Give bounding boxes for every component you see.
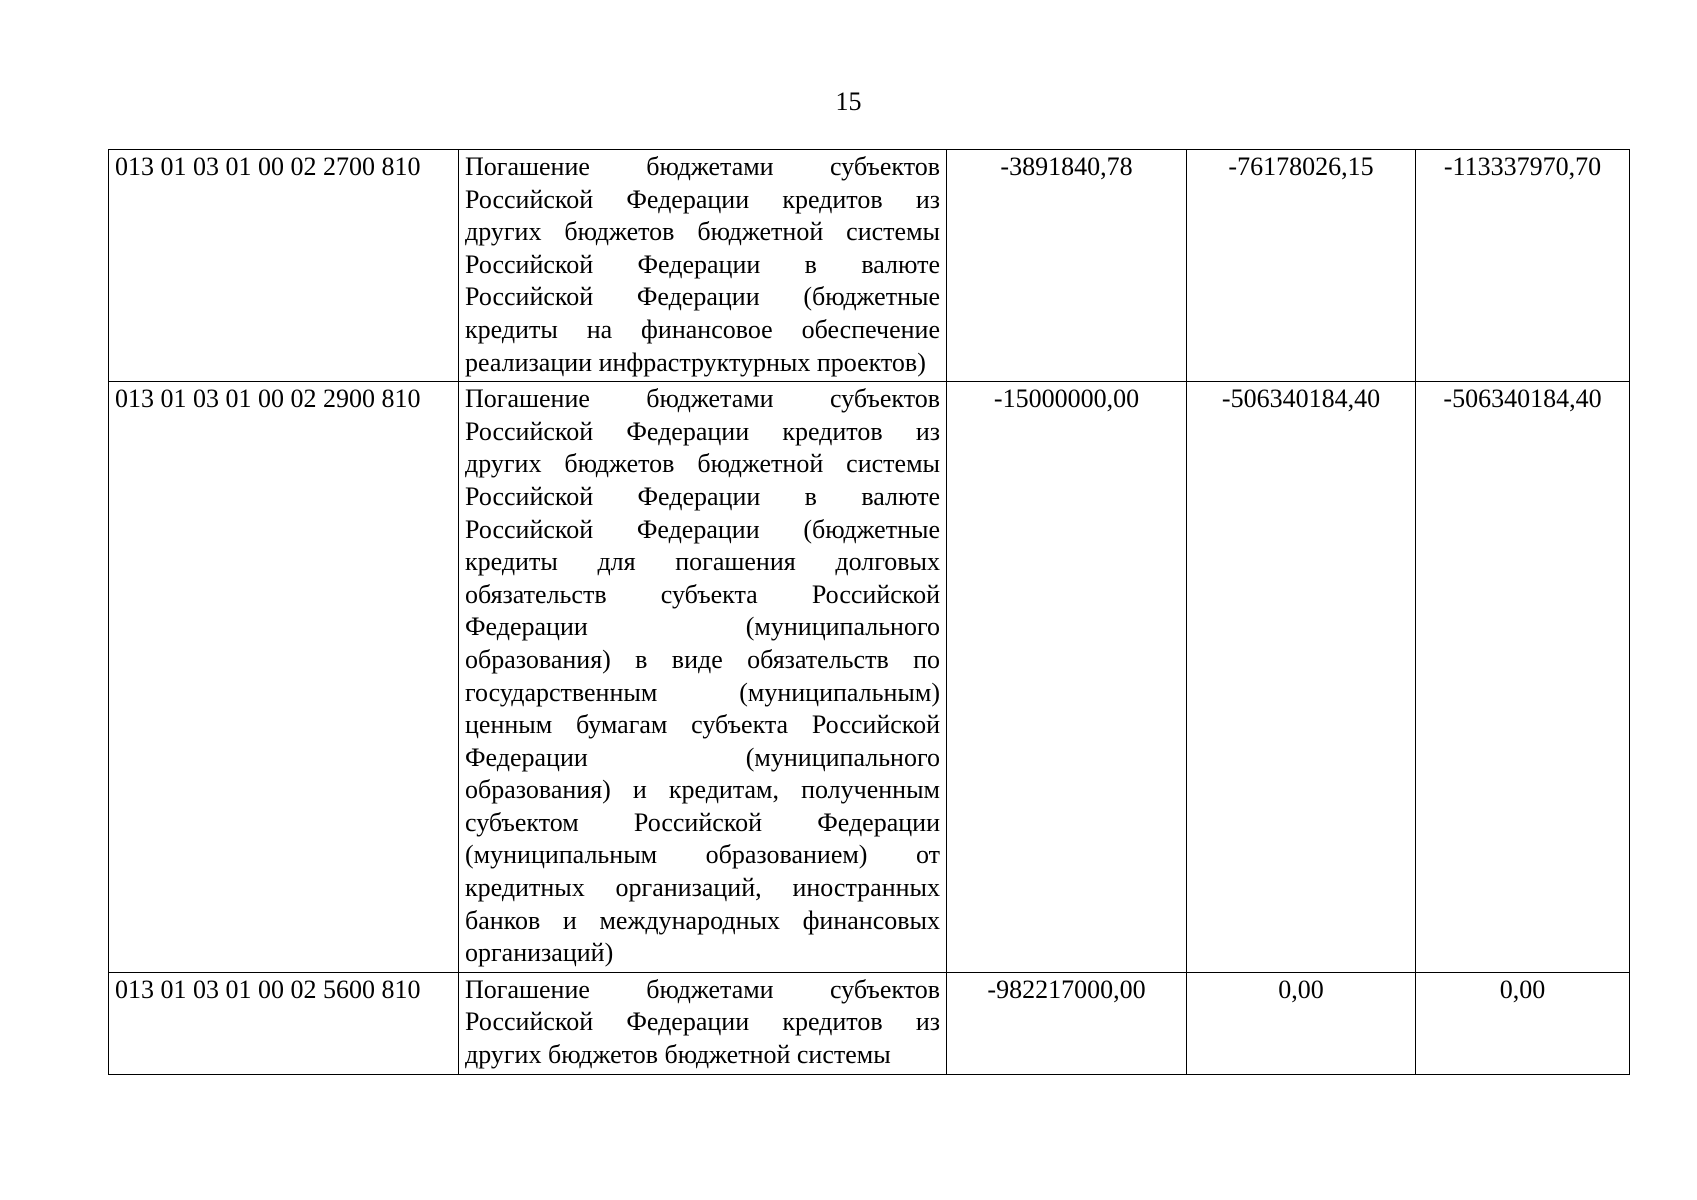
- table-row: [109, 382, 1630, 973]
- budget-code-cell: 013 01 03 01 00 02 2700 810: [109, 150, 459, 382]
- budget-table: [108, 149, 1630, 1075]
- description-cell: Погашение бюджетами субъектов Российской Федерации кредитов из других бюджетов бюджетной системы Российской Федерации в валюте Российской Федерации (бюджетные кредиты для погашения долговых обязательств субъекта Российской Федерации (муниципального образования) в виде обязательств по государственным (муниципальным) ценным бумагам субъекта Российской Федерации (муниципального образования) и кредитам, полученным субъектом Российской Федерации (муниципальным образованием) от кредитных организаций, иностранных банков и международных финансовых организаций): [459, 382, 947, 973]
- value-cell-2: -506340184,40: [1187, 382, 1416, 973]
- table-row: [109, 150, 1630, 382]
- table-row: [109, 972, 1630, 1074]
- description-cell: Погашение бюджетами субъектов Российской Федерации кредитов из других бюджетов бюджетной системы: [459, 972, 947, 1074]
- page-number: 15: [835, 87, 862, 116]
- value-cell-2: -76178026,15: [1187, 150, 1416, 382]
- value-cell-3: -506340184,40: [1416, 382, 1630, 973]
- value-cell-2: 0,00: [1187, 972, 1416, 1074]
- value-cell-3: -113337970,70: [1416, 150, 1630, 382]
- budget-code-cell: 013 01 03 01 00 02 5600 810: [109, 972, 459, 1074]
- description-cell: Погашение бюджетами субъектов Российской Федерации кредитов из других бюджетов бюджетной системы Российской Федерации в валюте Российской Федерации (бюджетные кредиты на финансовое обеспечение реализации инфраструктурных проектов): [459, 150, 947, 382]
- value-cell-1: -15000000,00: [947, 382, 1187, 973]
- budget-code-cell: 013 01 03 01 00 02 2900 810: [109, 382, 459, 973]
- value-cell-1: -982217000,00: [947, 972, 1187, 1074]
- value-cell-1: -3891840,78: [947, 150, 1187, 382]
- value-cell-3: 0,00: [1416, 972, 1630, 1074]
